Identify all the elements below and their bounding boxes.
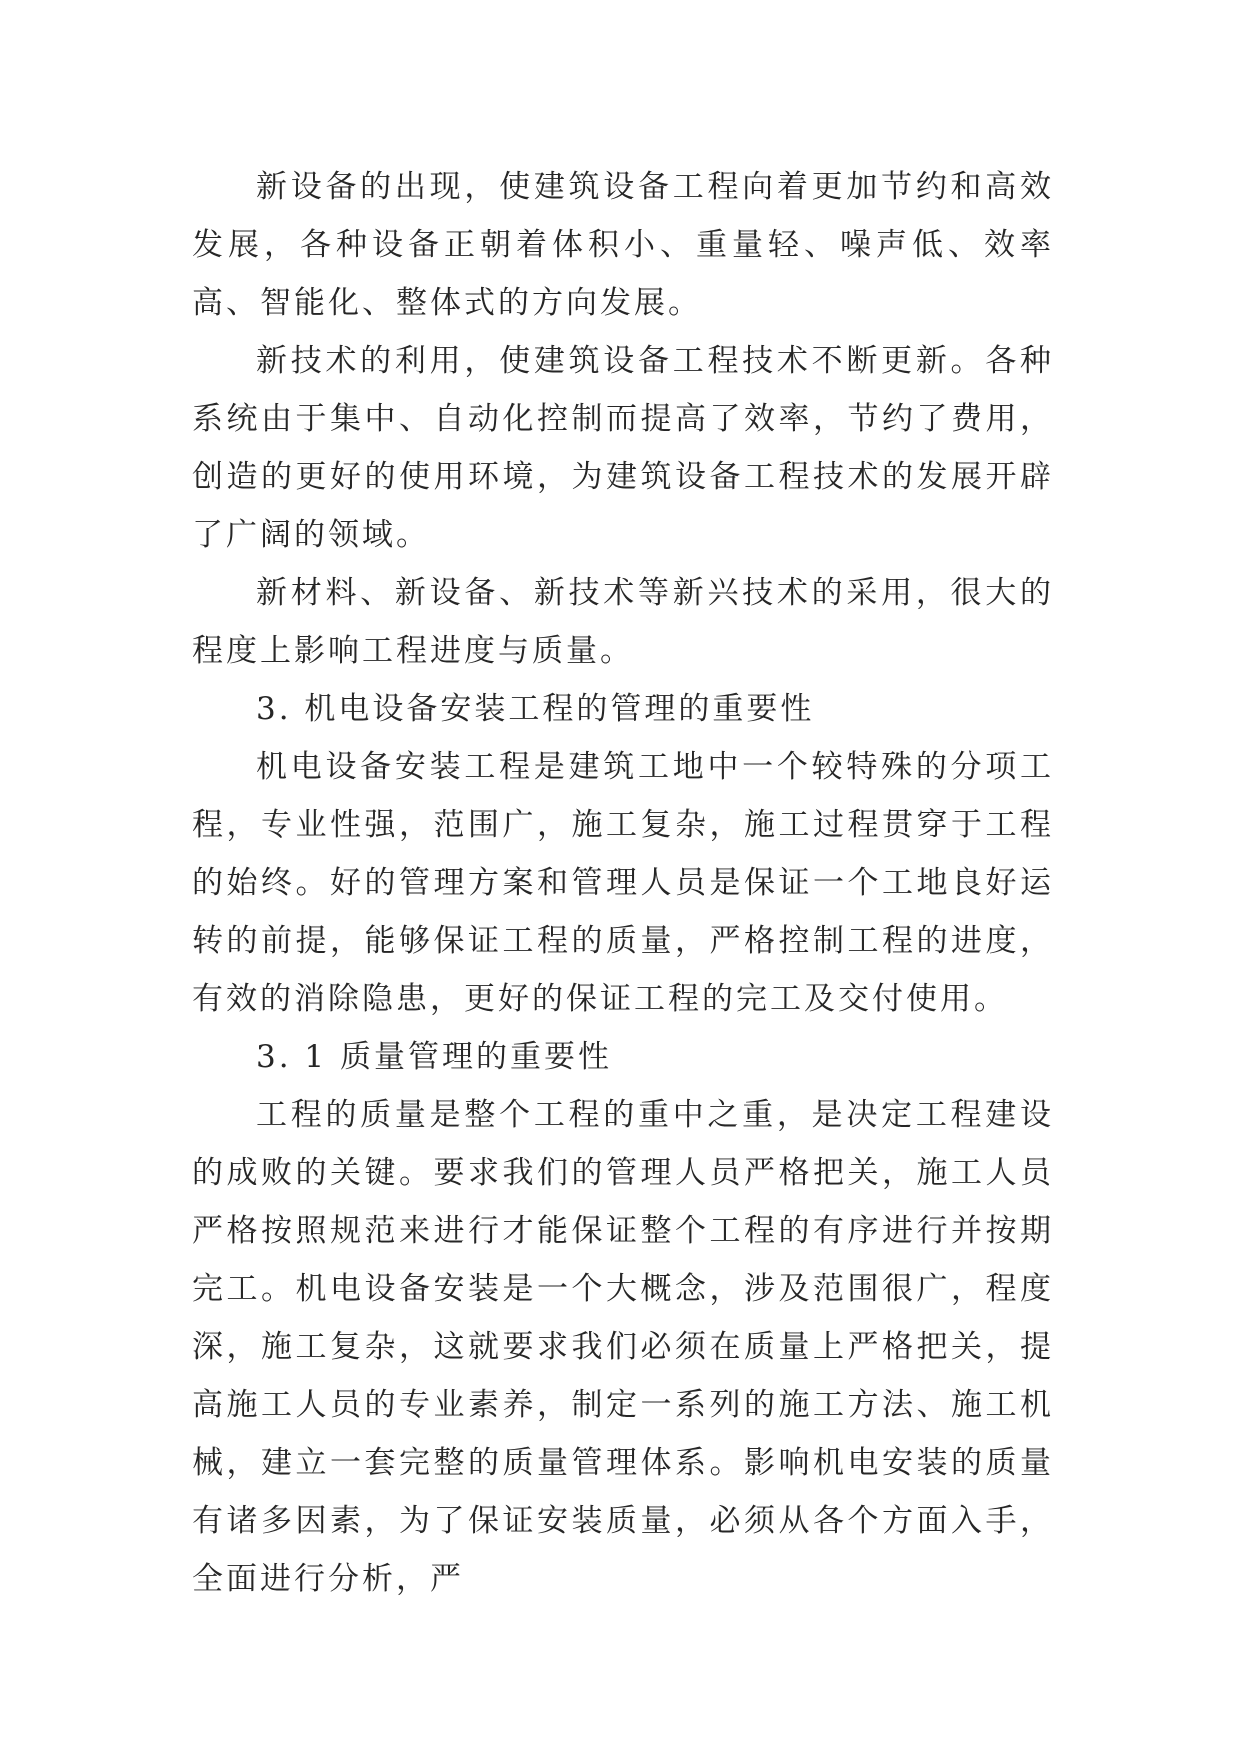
paragraph-new-equipment: 新设备的出现，使建筑设备工程向着更加节约和高效发展，各种设备正朝着体积小、重量轻、噪声低、效率高、智能化、整体式的方向发展。	[192, 169, 1054, 321]
paragraph-new-technology: 新技术的利用，使建筑设备工程技术不断更新。各种系统由于集中、自动化控制而提高了效率，节约了费用，创造的更好的使用环境，为建筑设备工程技术的发展开辟了广阔的领域。	[192, 343, 1054, 553]
paragraph-quality-management: 工程的质量是整个工程的重中之重，是决定工程建设的成败的关键。要求我们的管理人员严格把关，施工人员严格按照规范来进行才能保证整个工程的有序进行并按期完工。机电设备安装是一个大概念，涉及范围很广，程度深，施工复杂，这就要求我们必须在质量上严格把关，提高施工人员的专业素养，制定一系列的施工方法、施工机械，建立一套完整的质量管理体系。影响机电安装的质量有诸多因素，为了保证安装质量，必须从各个方面入手，全面进行分析，严	[192, 1097, 1054, 1597]
paragraph-new-materials: 新材料、新设备、新技术等新兴技术的采用，很大的程度上影响工程进度与质量。	[192, 575, 1054, 669]
section-heading-3-1: 3. 1 质量管理的重要性	[256, 1039, 613, 1075]
section-heading-3: 3. 机电设备安装工程的管理的重要性	[256, 691, 815, 727]
paragraph-installation-management: 机电设备安装工程是建筑工地中一个较特殊的分项工程，专业性强，范围广，施工复杂，施工过程贯穿于工程的始终。好的管理方案和管理人员是保证一个工地良好运转的前提，能够保证工程的质量，严格控制工程的进度，有效的消除隐患，更好的保证工程的完工及交付使用。	[192, 749, 1054, 1017]
body-text	[192, 158, 1054, 1608]
